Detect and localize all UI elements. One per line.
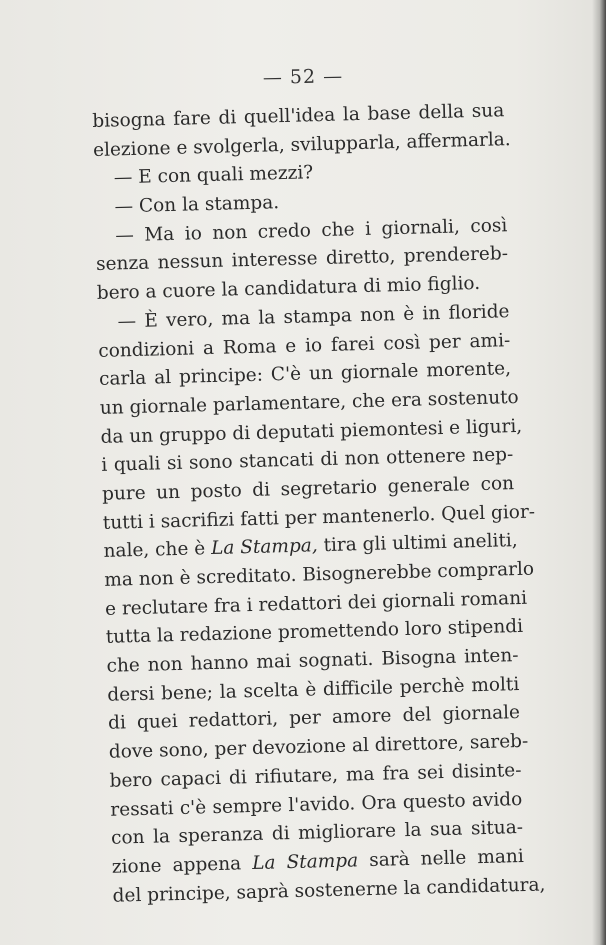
text-line: bero capaci di rifiutare, ma fra sei disinte- <box>109 759 522 792</box>
text-segment: nale, che è <box>103 538 212 563</box>
text-line: tutti i sacrifizi fatti per mantenerlo. Quel gior- <box>102 501 536 534</box>
text-line: un giornale parlamentare, che era sostenuto <box>99 386 519 419</box>
text-line: condizioni a Roma e io farei così per ami- <box>98 329 511 362</box>
text-line: — E con quali mezzi? <box>113 162 314 189</box>
text-line: pure un posto di segretario generale con <box>101 473 515 505</box>
newspaper-title: La Stampa, <box>210 535 318 560</box>
text-line: bisogna fare di quell'idea la base della sua <box>92 100 505 132</box>
text-line: dersi bene; la scelta è difficile perchè molti <box>107 673 520 706</box>
text-line: tutta la redazione promettendo loro stipendi <box>105 616 524 649</box>
text-line: di quei redattori, per amore del giornale <box>107 702 521 735</box>
newspaper-title: La Stampa <box>251 850 359 874</box>
text-line: con la speranza di migliorare la sua situa- <box>110 817 524 849</box>
text-line: — Ma io non credo che i giornali, così <box>115 214 508 247</box>
text-line: ressati c'è sempre l'avido. Ora questo avido <box>110 788 523 821</box>
text-line: i quali si sono stancati di non ottenere nep- <box>101 444 514 477</box>
text-line: e reclutare fra i redattori dei giornali romani <box>104 587 528 620</box>
text-line: senza nessun interesse diretto, prendereb- <box>95 243 509 276</box>
page-edge-shadow <box>592 0 606 945</box>
text-line: carla al principe: C'è un giornale morente, <box>98 358 512 391</box>
text-line: del principe, saprà sostenerne la candidatura, <box>112 873 546 907</box>
page-number: — 52 — <box>262 65 344 89</box>
text-segment: sarà nelle mani <box>357 845 525 872</box>
text-line: elezione e svolgerla, svilupparla, affermarla. <box>92 128 511 161</box>
text-line: ma non è screditato. Bisognerebbe comprarlo <box>104 558 535 591</box>
text-line: che non hanno mai sognati. Bisogna inten- <box>106 645 519 677</box>
text-line: bero a cuore la candidatura di mio figlio. <box>96 273 481 305</box>
text-segment: tira gli ultimi aneliti, <box>317 530 518 557</box>
text-line: da un gruppo di deputati piemontesi e liguri, <box>100 415 523 448</box>
text-line: — Con la stampa. <box>114 192 280 218</box>
text-line: dove sono, per devozione al direttore, sareb- <box>108 730 529 763</box>
text-segment: zione appena <box>111 852 253 878</box>
body-text <box>92 97 546 911</box>
text-line: — È vero, ma la stampa non è in floride <box>117 300 510 333</box>
